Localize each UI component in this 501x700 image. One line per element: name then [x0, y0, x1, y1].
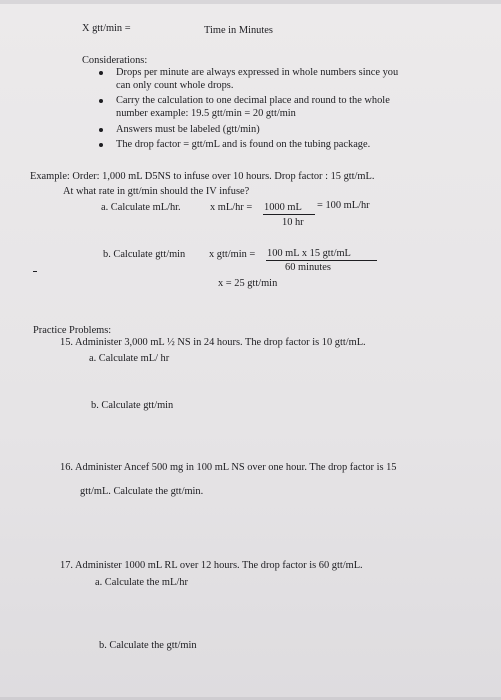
- stray-pen-mark: [33, 271, 37, 272]
- example-part-a-label: a. Calculate mL/hr.: [101, 202, 181, 213]
- example-part-b-answer: x = 25 gtt/min: [218, 278, 278, 289]
- example-part-b-denominator: 60 minutes: [285, 262, 331, 273]
- consideration-3: Answers must be labeled (gtt/min): [116, 124, 260, 135]
- problem-15-part-b: b. Calculate gtt/min: [91, 400, 174, 411]
- problem-15: 15. Administer 3,000 mL ½ NS in 24 hours. The drop factor is 10 gtt/mL.: [60, 337, 366, 348]
- problem-16-line2: gtt/mL. Calculate the gtt/min.: [80, 486, 204, 497]
- consideration-2-line1: Carry the calculation to one decimal place and round to the whole: [116, 95, 390, 106]
- example-part-b-lhs: x gtt/min =: [209, 249, 256, 260]
- example-part-b-fraction-bar: [266, 260, 377, 261]
- problem-16-line1: 16. Administer Ancef 500 mg in 100 mL NS over one hour. The drop factor is 15: [60, 462, 397, 473]
- example-part-b-numerator: 100 mL x 15 gtt/mL: [267, 248, 351, 259]
- bullet-1: [99, 71, 103, 75]
- example-question: At what rate in gtt/min should the IV infuse?: [63, 186, 250, 197]
- consideration-1-line2: can only count whole drops.: [116, 80, 234, 91]
- consideration-4: The drop factor = gtt/mL and is found on the tubing package.: [116, 139, 371, 150]
- example-part-a-result: = 100 mL/hr: [317, 200, 370, 211]
- example-part-a-denominator: 10 hr: [282, 217, 304, 228]
- problem-17: 17. Administer 1000 mL RL over 12 hours. The drop factor is 60 gtt/mL.: [60, 560, 363, 571]
- practice-heading: Practice Problems:: [33, 325, 112, 336]
- consideration-1-line1: Drops per minute are always expressed in whole numbers since you: [116, 67, 399, 78]
- problem-15-part-a: a. Calculate mL/ hr: [89, 353, 170, 364]
- example-order: Example: Order: 1,000 mL D5NS to infuse over 10 hours. Drop factor : 15 gtt/mL.: [30, 171, 375, 182]
- example-part-a-numerator: 1000 mL: [264, 202, 302, 213]
- bullet-3: [99, 128, 103, 132]
- example-part-a-lhs: x mL/hr =: [210, 202, 253, 213]
- example-part-a-fraction-bar: [263, 214, 315, 215]
- problem-17-part-a: a. Calculate the mL/hr: [95, 577, 188, 588]
- consideration-2-line2: number example: 19.5 gtt/min = 20 gtt/min: [116, 108, 296, 119]
- formula-right: Time in Minutes: [204, 25, 273, 36]
- bullet-2: [99, 99, 103, 103]
- problem-17-part-b: b. Calculate the gtt/min: [99, 640, 197, 651]
- considerations-heading: Considerations:: [82, 55, 148, 66]
- page-top-edge: [0, 0, 501, 4]
- example-part-b-label: b. Calculate gtt/min: [103, 249, 186, 260]
- formula-left: X gtt/min =: [82, 23, 131, 34]
- bullet-4: [99, 143, 103, 147]
